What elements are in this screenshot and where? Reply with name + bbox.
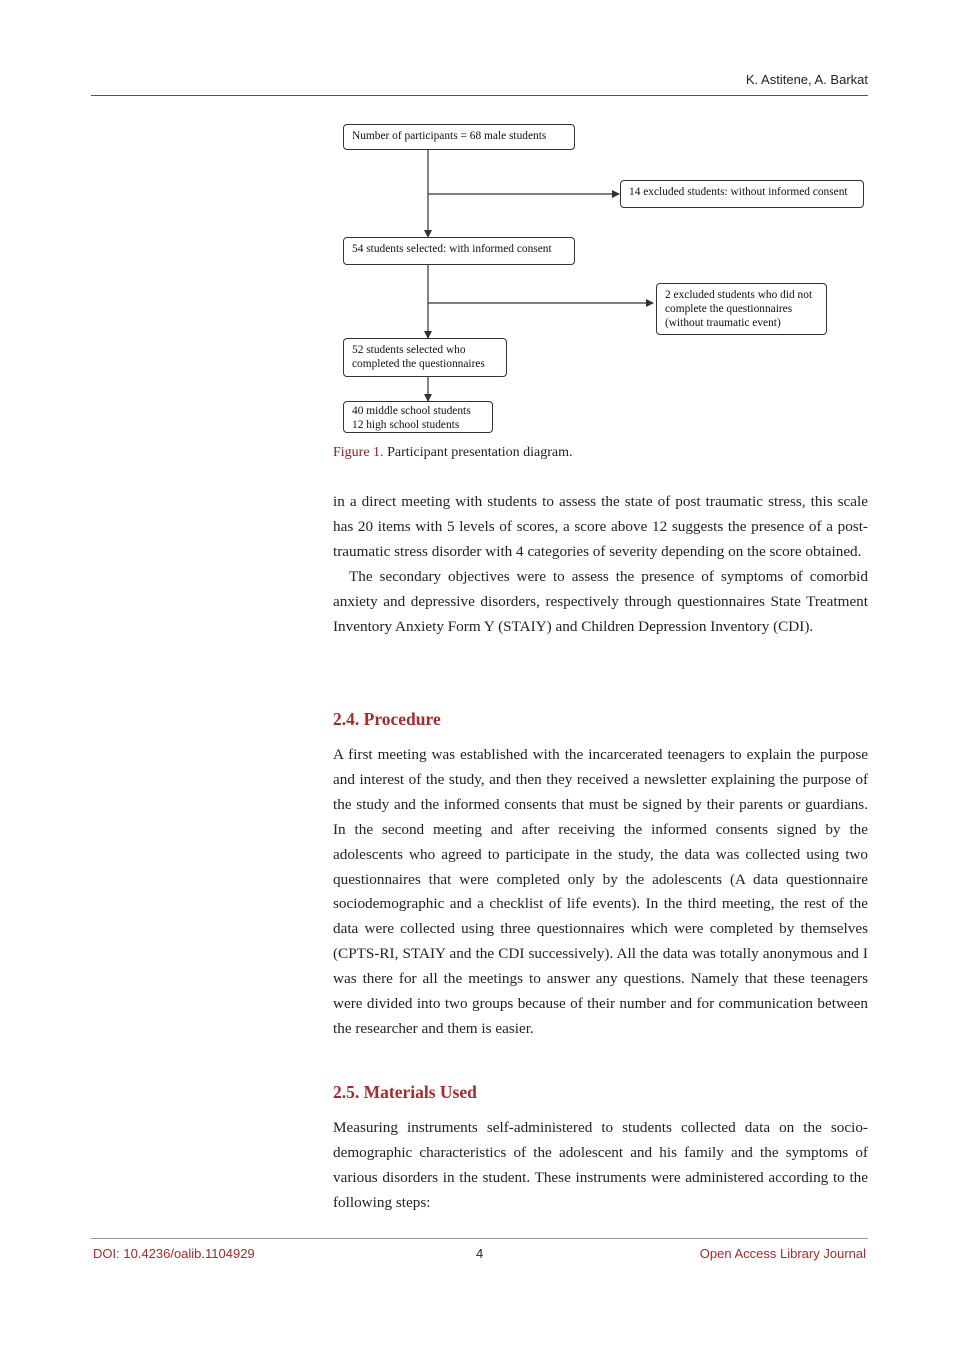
flow-box-line: complete the questionnaires bbox=[665, 303, 793, 315]
paragraph: The secondary objectives were to assess the presence of symptoms of comorbid anxiety and depressive disorders, respectively through questionnaires State Treatment Inventory Anxiety Form Y (STAIY) and Children Depression Inventory (CDI). bbox=[333, 567, 868, 635]
header-divider bbox=[91, 95, 868, 96]
body-text-procedure bbox=[333, 743, 868, 1042]
footer-divider bbox=[91, 1238, 868, 1239]
flow-box-excluded-consent bbox=[620, 180, 864, 208]
paragraph: in a direct meeting with students to assess the state of post traumatic stress, this scale has 20 items with 5 levels of scores, a score above 12 suggests the presence of a post-traumatic stress disorder with 4 categories of severity depending on the score obtained. bbox=[333, 493, 868, 560]
body-text-materials bbox=[333, 1116, 868, 1216]
flow-box-school-split bbox=[343, 401, 493, 433]
flow-box-line: 14 excluded students: without informed consent bbox=[629, 186, 848, 198]
body-text-top bbox=[333, 490, 868, 639]
page-number: 4 bbox=[476, 1246, 484, 1261]
flow-box-line: 54 students selected: with informed consent bbox=[352, 243, 552, 255]
footer-doi-link[interactable]: DOI: 10.4236/oalib.1104929 bbox=[93, 1246, 255, 1261]
flow-box-line: 2 excluded students who did not bbox=[665, 289, 813, 301]
figure-caption-label: Figure 1. bbox=[333, 445, 384, 460]
flow-box-line: 52 students selected who bbox=[352, 344, 466, 356]
flow-box-line: 40 middle school students bbox=[352, 405, 471, 417]
flow-box-excluded-questionnaires bbox=[656, 283, 827, 335]
footer-journal-link[interactable]: Open Access Library Journal bbox=[699, 1246, 866, 1261]
flow-box-line: (without traumatic event) bbox=[665, 317, 781, 329]
paragraph: Measuring instruments self-administered to students collected data on the socio-demographic characteristics of the adolescent and his family and the symptoms of various disorders in the student. These instruments were administered according to the following steps: bbox=[333, 1119, 868, 1211]
figure-caption-text: Participant presentation diagram. bbox=[383, 445, 573, 460]
figure-caption bbox=[333, 445, 573, 461]
flow-box-line: completed the questionnaires bbox=[352, 358, 485, 370]
section-heading-procedure: 2.4. Procedure bbox=[333, 709, 441, 729]
flow-box-participants bbox=[343, 124, 575, 150]
flow-box-completed bbox=[343, 338, 507, 377]
flow-box-selected-consent bbox=[343, 237, 575, 265]
paragraph: A first meeting was established with the incarcerated teenagers to explain the purpose and interest of the study, and then they received a newsletter explaining the purpose of the study and the informed consents that must be signed by their parents or guardians. In the second meeting and after receiving the informed consents signed by the adolescents who agreed to participate in the study, the data was collected using two questionnaires that were completed only by the adolescents (A data questionnaire sociodemographic and a checklist of life events). In the third meeting, the rest of the data were collected using three questionnaires which were completed by themselves (CPTS-RI, STAIY and the CDI successively). All the data was totally anonymous and I was there for all the meetings to answer any questions. Namely that these teenagers were divided into two groups because of their number and for communication between the researcher and them is easier. bbox=[333, 746, 868, 1037]
flow-box-line: 12 high school students bbox=[352, 419, 460, 431]
running-header-authors: K. Astitene, A. Barkat bbox=[745, 72, 868, 87]
section-heading-materials: 2.5. Materials Used bbox=[333, 1082, 477, 1102]
flow-box-line: Number of participants = 68 male students bbox=[352, 130, 547, 142]
